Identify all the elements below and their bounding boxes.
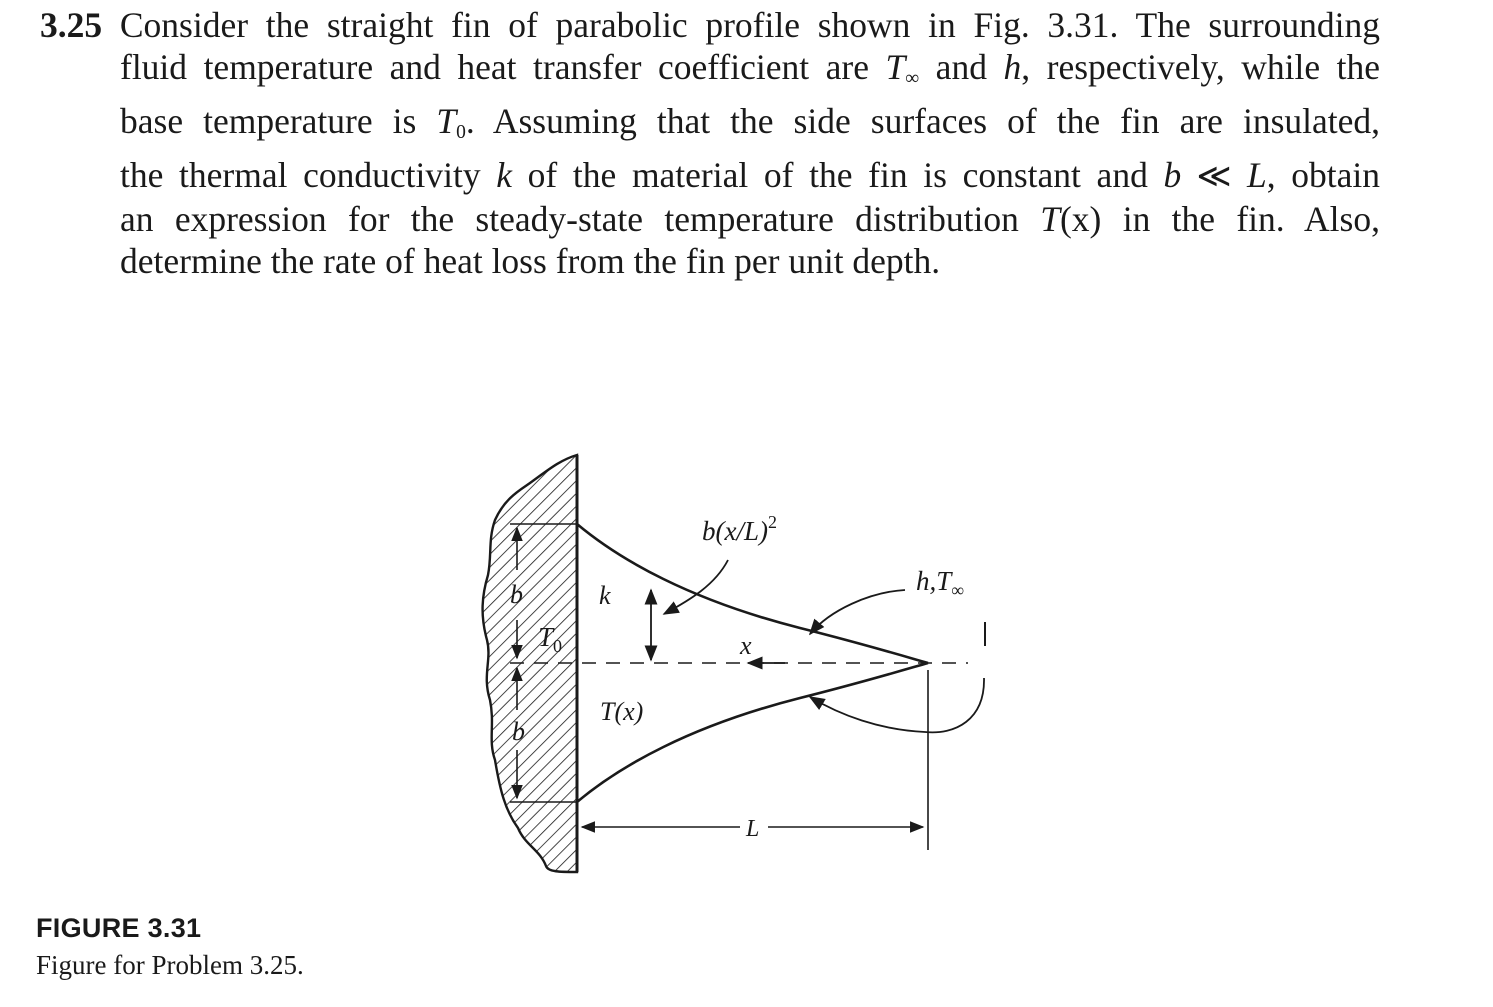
- label-T0: $T_0$: [538, 622, 563, 656]
- label-convection: $h,T_\infty$: [916, 566, 965, 600]
- caption-text: Figure for Problem 3.25.: [36, 950, 304, 980]
- fin-profile-bottom: [577, 663, 928, 802]
- label-Tx: T(x): [600, 697, 644, 726]
- problem-line-4: the thermal conductivity k of the material of the fin is constant and b ≪ L, obtain: [120, 154, 1380, 195]
- label-profile: $b(x/L)^2$: [702, 512, 777, 546]
- figure-caption: [36, 910, 304, 984]
- convection-leader-bottom: [810, 678, 984, 732]
- problem-line-3: base temperature is $T_0$. Assuming that the side surfaces of the fin are insulated,: [120, 100, 1380, 143]
- label-L: L: [746, 816, 760, 842]
- problem-line-2: fluid temperature and heat transfer coefficient are $T_\infty$ and h, respectively, while the: [120, 47, 1380, 89]
- label-b-top: b: [510, 580, 523, 609]
- label-x: x: [740, 631, 752, 660]
- caption-title: FIGURE 3.31: [36, 913, 202, 943]
- convection-leader-top: [810, 590, 905, 634]
- problem-number: 3.25: [40, 5, 103, 45]
- label-b-bottom: b: [512, 717, 525, 746]
- problem-line-1: 3.25 Consider the straight fin of parabolic profile shown in Fig. 3.31. The surrounding: [40, 5, 1381, 45]
- label-k: k: [599, 581, 611, 610]
- problem-line-5: an expression for the steady-state temperature distribution T(x) in the fin. Also,: [120, 198, 1380, 239]
- profile-leader: [664, 560, 728, 614]
- problem-line-6: determine the rate of heat loss from the fin per unit depth.: [120, 240, 941, 281]
